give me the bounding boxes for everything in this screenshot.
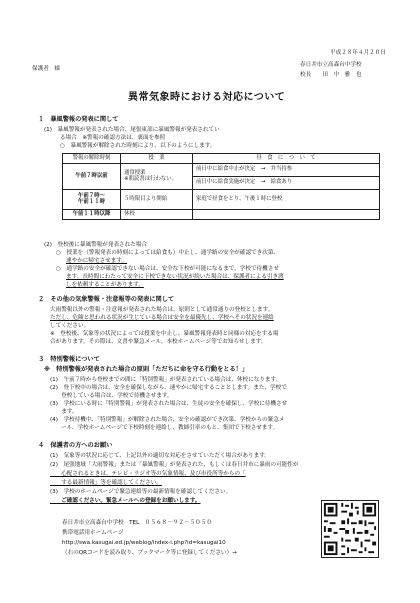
section2-line3: してください。 xyxy=(50,323,90,329)
section4-line1: (1) 気象等の状況に応じて、上記以外の適切な対応をさせていただく場合があります。 xyxy=(50,453,270,459)
section3-line6: (4) 学校待機中、「特別警報」が解除された場合、安全の確認ができ次第、学校からの緊急メ xyxy=(50,417,285,423)
sender-school: 春日井市立高森台中学校 xyxy=(300,62,362,68)
section1-sub2-line1: (2) 登校後に暴風警報が発表された場合 xyxy=(44,242,148,248)
warning-table xyxy=(62,153,380,220)
table-cell: 家庭で昼食をとり、午後１時に登校 xyxy=(193,189,380,209)
addressee: 保護者 様 xyxy=(32,66,60,72)
section2-line4: ※ 登校後、気象等の状況によっては授業を中止し、暴風警報発表時と同様の対応をする場 xyxy=(50,331,279,337)
section3-line4: (3) 学校にいる時に「特別警報」が発表された場合は、生徒の安全を確保し、学校に待機させ xyxy=(50,401,288,407)
section1-sub1-line3: ○ 暴風警報が解除された時刻により、以下のようにします。 xyxy=(60,143,216,149)
section1-sub2-line4: ○ 通学路の安全が確認できない場合は、安全な下校が可能になるまで、学校で待機させ xyxy=(56,266,279,272)
table-row xyxy=(63,189,380,209)
section3-subheading: ※ 特別警報が発表された場合の原則「ただちに命を守る行動をとる！」 xyxy=(44,366,249,373)
section3-line2: (2) 登下校中の場合は、安全を確保しながら、速やかに帰宅することとします。また、学校で xyxy=(50,385,287,391)
section3-heading: ３ 特別警報について xyxy=(38,356,100,363)
footer-hp-label: 携帯電話用ホームページ xyxy=(62,530,124,536)
table-row xyxy=(63,163,380,176)
section2-line5: 合があります。その際は、文書や緊急メール、本校ホームページ等でお知らせします。 xyxy=(50,339,267,345)
table-cell: 午前７時～ 午前１１時 xyxy=(63,189,121,209)
section1-sub1-line2: る場合 ※警報の確認方法は、裏面を参照 xyxy=(60,135,166,141)
section2-line2: ただし、危険と思われる状況が生じている場合は安全を最優先し、学校へその状況を連絡 xyxy=(50,315,274,321)
table-header-cell: 警報の解除時刻 xyxy=(63,154,121,164)
table-header-cell: 授 業 xyxy=(121,154,193,164)
section1-sub2-line5: ます。長時間にわたって安全に下校できない状況が続いた場合は、保護者による引き渡 xyxy=(66,274,284,280)
section1-sub2-line2: ○ 授業を（警報発表の時刻によっては給食も）中止し、通学路の安全が確認でき次第、 xyxy=(56,250,280,256)
table-cell: 前日中に給食中止が決定 → 弁当持参 xyxy=(193,163,380,176)
section1-sub2-line3: 速やかに帰宅させます。 xyxy=(66,258,128,264)
table-header-row xyxy=(63,154,380,164)
section1-sub1-line1: (1) 暴風警報が発表された場合、尾張東部に暴風警報が発表されてい xyxy=(44,127,220,133)
section2-line1: 大雨警報以外の警報・注意報が発表された場合は、原則として通常通りの登校とします。 xyxy=(50,307,274,313)
section4-line4: する最新情報」等を確認してください。 xyxy=(50,480,162,486)
table-cell: 通常授業 ※朝読書は行わない。 xyxy=(121,163,193,189)
document-date: 平成２８年４月２０日 xyxy=(330,50,386,56)
table-row xyxy=(63,209,380,219)
table-cell: 午前１１時以降 xyxy=(63,209,121,219)
table-header-cell: 昼 食 に つ い て xyxy=(193,154,380,164)
sender-principal: 校長 田 中 雅 也 xyxy=(300,72,362,78)
footer-url-link[interactable]: http://swa.kasugai.ed.jp/weblog/index-i.php?id=kasugai10 xyxy=(62,540,226,546)
section4-line5: (3) 学校のホームページで緊急連絡等の最新情報を確認してください。 xyxy=(50,489,232,495)
section1-heading: １ 暴風警報の発表に関して xyxy=(38,116,119,123)
table-cell: 休校 xyxy=(121,209,193,219)
section4-line6: ご確認ください。緊急メールへの登録をお願いします。 xyxy=(50,498,201,504)
section4-line2: (2) 尾張地域「大雨警報」または「暴風警報」が発表された、もしくは春日井市に暴雨の可能性が xyxy=(50,462,299,468)
section3-line3: 登校している場合は、学校で待機させます。 xyxy=(50,393,173,399)
table-cell: 午前７時以前 xyxy=(63,163,121,189)
section2-heading: ２ その他の気象警報・注意報等の発表に関して xyxy=(38,296,175,303)
section1-sub2-line6: しを依頼することがあります。 xyxy=(66,282,144,288)
section3-line1: (1) 午前７時から登校までの間に「特別警報」が発表されている場合は、休校になります。 xyxy=(50,377,282,383)
section3-line7: ール、学校ホームページで下校時刻を連絡し、教師引率のもと、集団で下校させます。 xyxy=(50,425,279,431)
table-cell: 前日中に給食実施が決定 → 給食あり xyxy=(193,176,380,189)
footer-school-tel: 春日井市立高森台中学校 TEL ０５６８－９２－５０５０ xyxy=(62,520,212,526)
qr-code-icon xyxy=(321,500,379,558)
section4-heading: ４ 保護者の方へのお願い xyxy=(38,442,113,449)
section4-line3: 心配されるときは、テレビ・ラジオ等の気象情報、及び市役所等からの「 xyxy=(50,471,246,477)
table-cell: ５時限目より開始 xyxy=(121,189,193,209)
footer-note: （右のQRコードを読み取り、ブックマーク等に登録してください）→ xyxy=(62,550,237,556)
section3-line5: ます。 xyxy=(50,409,78,415)
document-title: 異常気象時における対応について xyxy=(128,92,286,103)
table-cell xyxy=(193,209,380,219)
